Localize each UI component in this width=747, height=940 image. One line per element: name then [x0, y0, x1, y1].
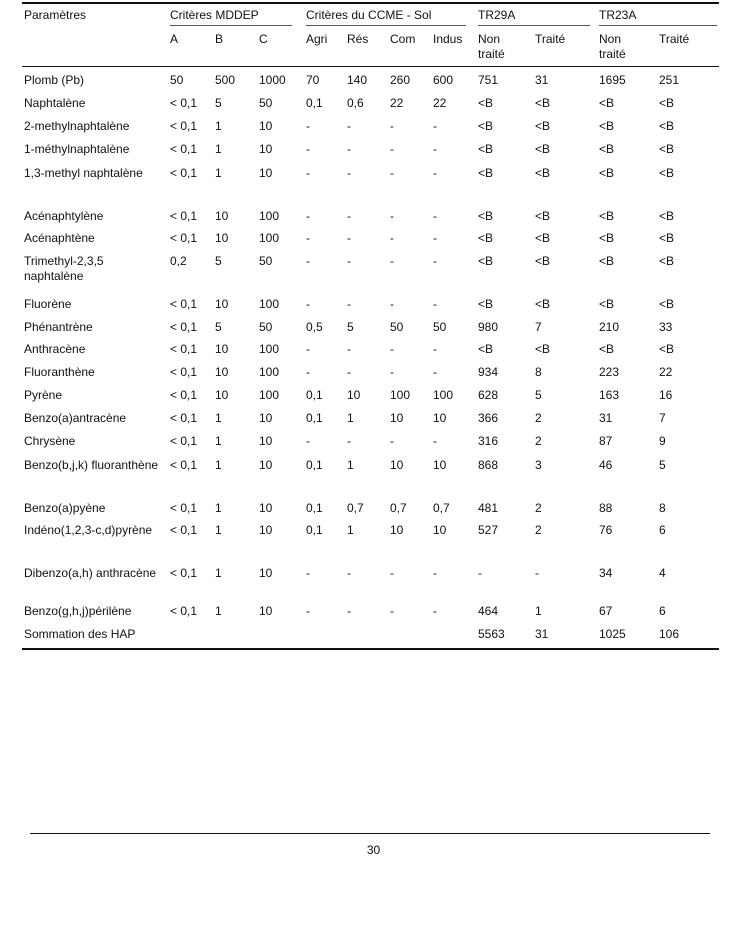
table-cell: 10 — [390, 411, 404, 425]
table-cell: 980 — [478, 320, 499, 334]
group-rule-ccme — [306, 25, 466, 26]
table-cell: 5 — [215, 254, 222, 268]
table-cell: <B — [659, 254, 675, 268]
table-cell: 10 — [215, 231, 229, 245]
table-cell: 1 — [215, 523, 222, 537]
table-cell: < 0,1 — [170, 342, 198, 356]
table-cell: 464 — [478, 604, 499, 618]
subheader-cell: Traité — [535, 32, 566, 46]
table-cell: 0,1 — [306, 458, 323, 472]
subheader-cell: Rés — [347, 32, 369, 46]
table-cell: <B — [535, 342, 551, 356]
table-cell: - — [347, 297, 351, 311]
row-parameter: Indéno(1,2,3-c,d)pyrène — [24, 523, 153, 537]
table-cell: 10 — [215, 365, 229, 379]
table-cell: 9 — [659, 434, 666, 448]
table-cell: - — [390, 365, 394, 379]
table-cell: - — [347, 166, 351, 180]
table-cell: 1 — [215, 604, 222, 618]
subheader-cell: Traité — [659, 32, 690, 46]
table-cell: - — [347, 365, 351, 379]
table-cell: 0,1 — [306, 96, 323, 110]
group-rule-tr29a — [478, 25, 590, 26]
table-cell: 22 — [390, 96, 404, 110]
table-cell: <B — [478, 96, 494, 110]
table-cell: - — [390, 604, 394, 618]
table-cell: <B — [478, 166, 494, 180]
table-cell: - — [347, 119, 351, 133]
table-cell: 628 — [478, 388, 499, 402]
table-cell: 4 — [659, 566, 666, 580]
table-cell: 1 — [215, 501, 222, 515]
table-cell: - — [347, 566, 351, 580]
subheader-cell: Non traité — [599, 32, 626, 61]
table-cell: 10 — [390, 523, 404, 537]
table-cell: 0,1 — [306, 388, 323, 402]
table-cell: 88 — [599, 501, 613, 515]
table-cell: - — [306, 209, 310, 223]
table-cell: 10 — [433, 523, 447, 537]
table-cell: <B — [659, 342, 675, 356]
table-cell: <B — [478, 342, 494, 356]
table-cell: 10 — [215, 388, 229, 402]
table-cell: < 0,1 — [170, 209, 198, 223]
table-cell: 0,5 — [306, 320, 323, 334]
table-cell: 10 — [259, 411, 273, 425]
table-cell: - — [306, 566, 310, 580]
row-parameter: Benzo(a)antracène — [24, 411, 127, 425]
table-cell: <B — [599, 342, 615, 356]
table-cell: <B — [535, 119, 551, 133]
table-cell: 2 — [535, 501, 542, 515]
table-cell: 140 — [347, 73, 368, 87]
table-cell: <B — [478, 297, 494, 311]
table-cell: 1 — [347, 411, 354, 425]
table-cell: 1 — [347, 523, 354, 537]
table-cell: 8 — [659, 501, 666, 515]
table-cell: 50 — [259, 320, 273, 334]
table-cell: 33 — [659, 320, 673, 334]
table-cell: - — [347, 142, 351, 156]
table-cell: 10 — [259, 142, 273, 156]
table-cell: - — [347, 254, 351, 268]
table-cell: < 0,1 — [170, 411, 198, 425]
table-cell: <B — [599, 297, 615, 311]
table-cell: 50 — [170, 73, 184, 87]
subheader-cell: Non traité — [478, 32, 505, 61]
table-cell: 34 — [599, 566, 613, 580]
row-parameter: Pyrène — [24, 388, 63, 402]
table-cell: 5 — [535, 388, 542, 402]
table-cell: - — [433, 566, 437, 580]
table-cell: - — [433, 142, 437, 156]
subheader-cell: A — [170, 32, 179, 46]
table-cell: 934 — [478, 365, 499, 379]
table-cell: 1 — [535, 604, 542, 618]
table-cell: - — [390, 142, 394, 156]
table-cell: <B — [535, 96, 551, 110]
table-cell: 0,6 — [347, 96, 364, 110]
table-cell: 1 — [347, 458, 354, 472]
table-cell: - — [390, 297, 394, 311]
table-cell: - — [306, 142, 310, 156]
table-cell: < 0,1 — [170, 297, 198, 311]
table-cell: < 0,1 — [170, 119, 198, 133]
table-cell: - — [306, 365, 310, 379]
table-cell: - — [347, 231, 351, 245]
table-cell: 2 — [535, 523, 542, 537]
table-cell: 5 — [215, 96, 222, 110]
table-cell: <B — [659, 119, 675, 133]
table-cell: 481 — [478, 501, 499, 515]
row-parameter: Phénantrène — [24, 320, 93, 334]
table-cell: 1 — [215, 411, 222, 425]
table-cell: <B — [659, 142, 675, 156]
row-parameter: Anthracène — [24, 342, 86, 356]
table-cell: 70 — [306, 73, 320, 87]
table-cell: 527 — [478, 523, 499, 537]
table-cell: 0,7 — [390, 501, 407, 515]
table-cell: <B — [535, 142, 551, 156]
row-parameter: Benzo(a)pyène — [24, 501, 106, 515]
table-cell: - — [478, 566, 482, 580]
row-parameter: Chrysène — [24, 434, 76, 448]
table-cell: 1 — [215, 566, 222, 580]
header-parametres: Paramètres — [24, 8, 87, 22]
table-cell: 2 — [535, 411, 542, 425]
table-cell: - — [390, 434, 394, 448]
table-cell: 260 — [390, 73, 411, 87]
table-cell: 2 — [535, 434, 542, 448]
table-cell: - — [390, 566, 394, 580]
group-rule-mddep — [170, 25, 292, 26]
row-parameter: Benzo(g,h,j)périlène — [24, 604, 132, 618]
table-cell: 1 — [215, 434, 222, 448]
table-cell: 10 — [259, 501, 273, 515]
table-cell: 1 — [215, 166, 222, 180]
table-cell: 10 — [215, 342, 229, 356]
page-number: 30 — [366, 843, 381, 857]
table-cell: <B — [599, 96, 615, 110]
subheader-cell: C — [259, 32, 268, 46]
table-cell: 600 — [433, 73, 454, 87]
table-cell: - — [535, 566, 539, 580]
table-cell: 0,1 — [306, 411, 323, 425]
table-cell: 10 — [259, 566, 273, 580]
table-cell: 7 — [659, 411, 666, 425]
table-cell: 50 — [259, 254, 273, 268]
table-cell: - — [433, 434, 437, 448]
table-cell: 10 — [215, 297, 229, 311]
table-cell: < 0,1 — [170, 388, 198, 402]
footer-rule — [30, 833, 710, 834]
table-cell: - — [347, 342, 351, 356]
table-cell: 22 — [433, 96, 447, 110]
table-cell: 1 — [215, 458, 222, 472]
table-cell: 0,7 — [433, 501, 450, 515]
table-cell: - — [390, 254, 394, 268]
row-parameter: Dibenzo(a,h) anthracène — [24, 566, 157, 580]
table-cell: <B — [659, 209, 675, 223]
table-bottom-rule — [22, 648, 719, 650]
table-cell: 31 — [535, 73, 549, 87]
table-cell: 10 — [259, 166, 273, 180]
table-cell: 100 — [259, 297, 280, 311]
table-cell: 106 — [659, 627, 680, 641]
table-cell: - — [433, 297, 437, 311]
table-cell: - — [390, 209, 394, 223]
table-cell: < 0,1 — [170, 566, 198, 580]
group-rule-tr23a — [599, 25, 717, 26]
table-cell: <B — [599, 231, 615, 245]
table-cell: <B — [478, 119, 494, 133]
table-cell: <B — [599, 209, 615, 223]
row-parameter: Fluoranthène — [24, 365, 95, 379]
table-cell: < 0,1 — [170, 523, 198, 537]
table-cell: 500 — [215, 73, 236, 87]
row-parameter: Fluorène — [24, 297, 72, 311]
table-cell: - — [306, 297, 310, 311]
table-cell: 76 — [599, 523, 613, 537]
table-cell: < 0,1 — [170, 166, 198, 180]
table-cell: 8 — [535, 365, 542, 379]
table-cell: 67 — [599, 604, 613, 618]
table-cell: 22 — [659, 365, 673, 379]
row-parameter: Acénaphtylène — [24, 209, 104, 223]
table-cell: - — [433, 231, 437, 245]
table-cell: 6 — [659, 604, 666, 618]
table-cell: - — [306, 604, 310, 618]
table-cell: - — [433, 604, 437, 618]
table-cell: 10 — [433, 411, 447, 425]
table-cell: 10 — [259, 523, 273, 537]
table-cell: <B — [535, 166, 551, 180]
table-cell: < 0,1 — [170, 142, 198, 156]
table-cell: 316 — [478, 434, 499, 448]
table-cell: 100 — [259, 231, 280, 245]
table-cell: - — [306, 254, 310, 268]
row-parameter: 1-méthylnaphtalène — [24, 142, 130, 156]
table-cell: - — [433, 209, 437, 223]
table-cell: - — [433, 365, 437, 379]
table-cell: - — [347, 434, 351, 448]
subheader-cell: Com — [390, 32, 416, 46]
table-cell: 100 — [259, 342, 280, 356]
table-cell: 5563 — [478, 627, 505, 641]
table-cell: 100 — [433, 388, 454, 402]
table-cell: 223 — [599, 365, 620, 379]
header-group-ccme: Critères du CCME - Sol — [306, 8, 432, 22]
row-parameter: Trimethyl-2,3,5 naphtalène — [24, 254, 104, 283]
table-cell: <B — [659, 231, 675, 245]
table-cell: < 0,1 — [170, 434, 198, 448]
table-cell: 10 — [259, 119, 273, 133]
header-group-tr29a: TR29A — [478, 8, 516, 22]
table-cell: - — [306, 434, 310, 448]
row-parameter: Naphtalène — [24, 96, 86, 110]
table-cell: 1 — [215, 142, 222, 156]
table-cell: 751 — [478, 73, 499, 87]
table-cell: 100 — [259, 209, 280, 223]
table-cell: 10 — [390, 458, 404, 472]
table-cell: - — [390, 342, 394, 356]
table-cell: < 0,1 — [170, 501, 198, 515]
table-cell: 1695 — [599, 73, 626, 87]
subheader-cell: B — [215, 32, 224, 46]
table-cell: <B — [535, 209, 551, 223]
table-cell: <B — [659, 96, 675, 110]
table-cell: - — [433, 254, 437, 268]
table-cell: 0,1 — [306, 501, 323, 515]
row-parameter: 1,3-methyl naphtalène — [24, 166, 143, 180]
table-cell: 1 — [215, 119, 222, 133]
table-top-rule — [22, 2, 719, 4]
table-cell: 46 — [599, 458, 613, 472]
subheader-cell: Agri — [306, 32, 328, 46]
table-cell: - — [433, 119, 437, 133]
table-cell: 163 — [599, 388, 620, 402]
table-cell: <B — [599, 119, 615, 133]
table-cell: - — [347, 604, 351, 618]
table-cell: < 0,1 — [170, 604, 198, 618]
row-parameter: Plomb (Pb) — [24, 73, 85, 87]
table-cell: 251 — [659, 73, 680, 87]
table-cell: 10 — [215, 209, 229, 223]
row-parameter: Benzo(b,j,k) fluoranthène — [24, 458, 159, 472]
table-cell: 87 — [599, 434, 613, 448]
row-parameter: 2-methylnaphtalène — [24, 119, 130, 133]
table-cell: - — [390, 231, 394, 245]
row-parameter: Acénaphtène — [24, 231, 95, 245]
table-cell: - — [306, 119, 310, 133]
table-cell: <B — [535, 231, 551, 245]
table-cell: 5 — [347, 320, 354, 334]
table-cell: <B — [478, 209, 494, 223]
table-cell: 100 — [259, 365, 280, 379]
table-cell: - — [306, 231, 310, 245]
table-cell: <B — [535, 297, 551, 311]
table-cell: 0,2 — [170, 254, 187, 268]
header-group-tr23a: TR23A — [599, 8, 637, 22]
table-cell: 366 — [478, 411, 499, 425]
table-cell: 3 — [535, 458, 542, 472]
table-cell: 5 — [215, 320, 222, 334]
table-cell: 10 — [347, 388, 361, 402]
table-cell: 10 — [433, 458, 447, 472]
table-cell: - — [306, 166, 310, 180]
table-cell: 7 — [535, 320, 542, 334]
header-group-mddep: Critères MDDEP — [170, 8, 259, 22]
table-cell: - — [306, 342, 310, 356]
table-cell: - — [390, 166, 394, 180]
table-cell: <B — [478, 142, 494, 156]
table-cell: 10 — [259, 458, 273, 472]
table-cell: - — [347, 209, 351, 223]
table-cell: 31 — [535, 627, 549, 641]
table-cell: <B — [599, 142, 615, 156]
subheader-cell: Indus — [433, 32, 463, 46]
table-cell: < 0,1 — [170, 458, 198, 472]
table-cell: 100 — [390, 388, 411, 402]
table-cell: <B — [599, 254, 615, 268]
table-cell: 6 — [659, 523, 666, 537]
table-cell: 0,1 — [306, 523, 323, 537]
table-cell: 16 — [659, 388, 673, 402]
table-cell: 868 — [478, 458, 499, 472]
table-cell: <B — [478, 254, 494, 268]
row-parameter: Sommation des HAP — [24, 627, 136, 641]
table-header-rule — [22, 66, 719, 67]
table-cell: 31 — [599, 411, 613, 425]
table-cell: 1000 — [259, 73, 286, 87]
table-cell: 210 — [599, 320, 620, 334]
table-cell: 0,7 — [347, 501, 364, 515]
table-cell: - — [390, 119, 394, 133]
table-cell: <B — [478, 231, 494, 245]
table-cell: 10 — [259, 434, 273, 448]
table-cell: 1025 — [599, 627, 626, 641]
table-cell: <B — [599, 166, 615, 180]
table-cell: 50 — [390, 320, 404, 334]
table-cell: 50 — [259, 96, 273, 110]
table-cell: - — [433, 166, 437, 180]
table-cell: < 0,1 — [170, 231, 198, 245]
table-cell: < 0,1 — [170, 320, 198, 334]
table-cell: - — [433, 342, 437, 356]
table-cell: <B — [659, 297, 675, 311]
table-cell: <B — [659, 166, 675, 180]
table-cell: < 0,1 — [170, 96, 198, 110]
table-cell: < 0,1 — [170, 365, 198, 379]
table-cell: 100 — [259, 388, 280, 402]
table-cell: 10 — [259, 604, 273, 618]
table-cell: 5 — [659, 458, 666, 472]
table-cell: 50 — [433, 320, 447, 334]
table-cell: <B — [535, 254, 551, 268]
